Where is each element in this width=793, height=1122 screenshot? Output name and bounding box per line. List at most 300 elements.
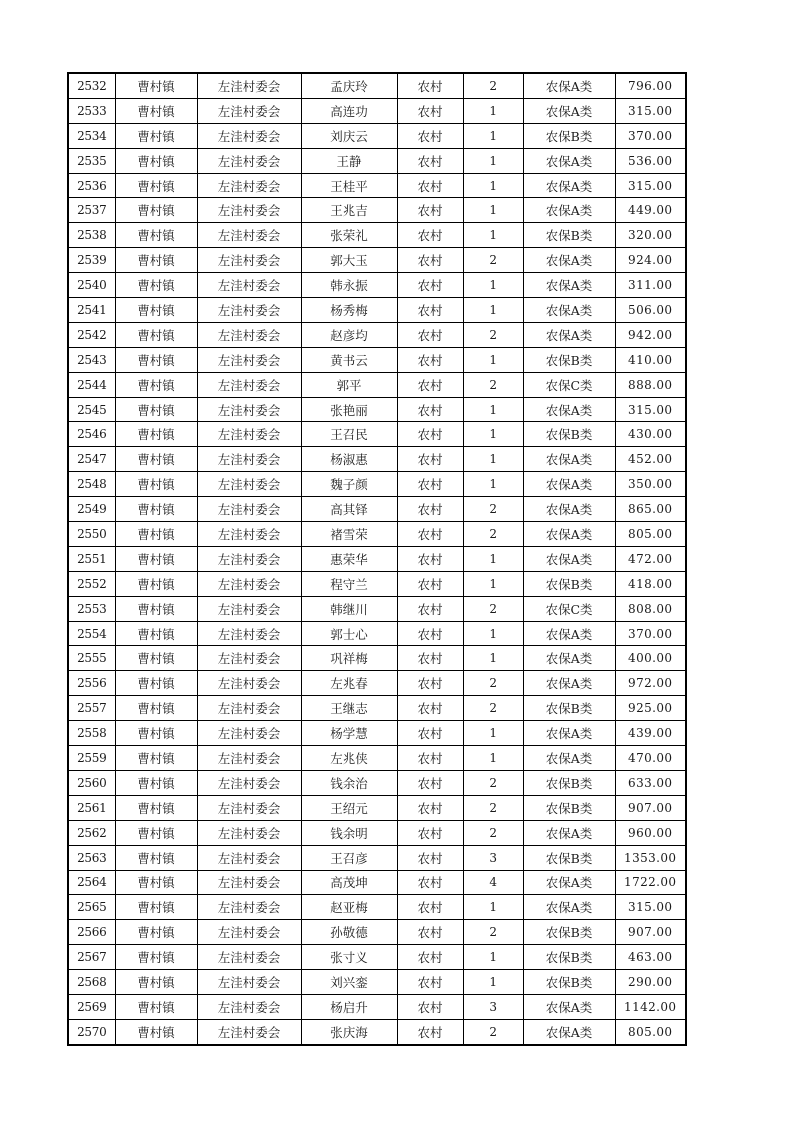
amount-cell: 463.00 (615, 945, 686, 970)
row-number-cell: 2550 (68, 522, 115, 547)
village-committee-cell: 左洼村委会 (197, 671, 301, 696)
amount-cell: 315.00 (615, 173, 686, 198)
amount-cell: 865.00 (615, 497, 686, 522)
name-cell: 张庆海 (301, 1019, 397, 1044)
table-row (68, 73, 686, 98)
area-type-cell: 农村 (397, 522, 463, 547)
area-type-cell: 农村 (397, 696, 463, 721)
table-row (68, 696, 686, 721)
amount-cell: 888.00 (615, 372, 686, 397)
insurance-category-cell: 农保B类 (523, 970, 615, 995)
village-committee-cell: 左洼村委会 (197, 770, 301, 795)
area-type-cell: 农村 (397, 298, 463, 323)
insurance-category-cell: 农保A类 (523, 397, 615, 422)
amount-cell: 439.00 (615, 721, 686, 746)
row-number-cell: 2567 (68, 945, 115, 970)
name-cell: 张艳丽 (301, 397, 397, 422)
amount-cell: 370.00 (615, 123, 686, 148)
household-count-cell: 2 (463, 372, 523, 397)
town-cell: 曹村镇 (115, 845, 197, 870)
area-type-cell: 农村 (397, 770, 463, 795)
household-count-cell: 1 (463, 746, 523, 771)
village-committee-cell: 左洼村委会 (197, 522, 301, 547)
household-count-cell: 3 (463, 845, 523, 870)
insurance-category-cell: 农保B类 (523, 845, 615, 870)
village-committee-cell: 左洼村委会 (197, 422, 301, 447)
insurance-category-cell: 农保A类 (523, 322, 615, 347)
row-number-cell: 2543 (68, 347, 115, 372)
name-cell: 赵彦均 (301, 322, 397, 347)
table-body (68, 73, 686, 1045)
amount-cell: 805.00 (615, 1019, 686, 1044)
town-cell: 曹村镇 (115, 596, 197, 621)
village-committee-cell: 左洼村委会 (197, 98, 301, 123)
table-row (68, 596, 686, 621)
name-cell: 刘兴銮 (301, 970, 397, 995)
table-row (68, 870, 686, 895)
insurance-category-cell: 农保C类 (523, 596, 615, 621)
insurance-category-cell: 农保B类 (523, 920, 615, 945)
table-row (68, 621, 686, 646)
amount-cell: 418.00 (615, 571, 686, 596)
town-cell: 曹村镇 (115, 970, 197, 995)
village-committee-cell: 左洼村委会 (197, 870, 301, 895)
row-number-cell: 2565 (68, 895, 115, 920)
row-number-cell: 2563 (68, 845, 115, 870)
amount-cell: 470.00 (615, 746, 686, 771)
town-cell: 曹村镇 (115, 123, 197, 148)
town-cell: 曹村镇 (115, 148, 197, 173)
amount-cell: 942.00 (615, 322, 686, 347)
area-type-cell: 农村 (397, 970, 463, 995)
household-count-cell: 1 (463, 223, 523, 248)
amount-cell: 796.00 (615, 73, 686, 98)
name-cell: 杨秀梅 (301, 298, 397, 323)
household-count-cell: 1 (463, 546, 523, 571)
insurance-category-cell: 农保C类 (523, 372, 615, 397)
row-number-cell: 2538 (68, 223, 115, 248)
household-count-cell: 1 (463, 173, 523, 198)
household-count-cell: 1 (463, 422, 523, 447)
table-row (68, 895, 686, 920)
insurance-category-cell: 农保A类 (523, 497, 615, 522)
table-row (68, 845, 686, 870)
insurance-category-cell: 农保B类 (523, 945, 615, 970)
row-number-cell: 2539 (68, 248, 115, 273)
household-count-cell: 1 (463, 472, 523, 497)
area-type-cell: 农村 (397, 994, 463, 1019)
name-cell: 魏子颜 (301, 472, 397, 497)
household-count-cell: 1 (463, 148, 523, 173)
amount-cell: 506.00 (615, 298, 686, 323)
town-cell: 曹村镇 (115, 945, 197, 970)
insurance-category-cell: 农保A类 (523, 472, 615, 497)
area-type-cell: 农村 (397, 571, 463, 596)
insurance-category-cell: 农保A类 (523, 820, 615, 845)
table-row (68, 1019, 686, 1044)
village-committee-cell: 左洼村委会 (197, 372, 301, 397)
table-row (68, 322, 686, 347)
household-count-cell: 2 (463, 795, 523, 820)
name-cell: 高其铎 (301, 497, 397, 522)
household-count-cell: 2 (463, 596, 523, 621)
household-count-cell: 2 (463, 1019, 523, 1044)
name-cell: 左兆侠 (301, 746, 397, 771)
town-cell: 曹村镇 (115, 298, 197, 323)
table-row (68, 497, 686, 522)
area-type-cell: 农村 (397, 795, 463, 820)
row-number-cell: 2546 (68, 422, 115, 447)
insurance-category-cell: 农保A类 (523, 98, 615, 123)
town-cell: 曹村镇 (115, 920, 197, 945)
name-cell: 郭士心 (301, 621, 397, 646)
row-number-cell: 2547 (68, 447, 115, 472)
insurance-category-cell: 农保A类 (523, 895, 615, 920)
area-type-cell: 农村 (397, 223, 463, 248)
name-cell: 王绍元 (301, 795, 397, 820)
village-committee-cell: 左洼村委会 (197, 920, 301, 945)
insurance-category-cell: 农保A类 (523, 721, 615, 746)
row-number-cell: 2548 (68, 472, 115, 497)
household-count-cell: 2 (463, 322, 523, 347)
table-row (68, 347, 686, 372)
town-cell: 曹村镇 (115, 671, 197, 696)
insurance-category-cell: 农保A类 (523, 994, 615, 1019)
amount-cell: 924.00 (615, 248, 686, 273)
row-number-cell: 2534 (68, 123, 115, 148)
name-cell: 王继志 (301, 696, 397, 721)
town-cell: 曹村镇 (115, 546, 197, 571)
table-row (68, 447, 686, 472)
area-type-cell: 农村 (397, 646, 463, 671)
household-count-cell: 1 (463, 397, 523, 422)
amount-cell: 449.00 (615, 198, 686, 223)
household-count-cell: 2 (463, 770, 523, 795)
household-count-cell: 3 (463, 994, 523, 1019)
insurance-category-cell: 农保B类 (523, 123, 615, 148)
name-cell: 郭大玉 (301, 248, 397, 273)
name-cell: 刘庆云 (301, 123, 397, 148)
name-cell: 孙敬德 (301, 920, 397, 945)
name-cell: 杨启升 (301, 994, 397, 1019)
amount-cell: 452.00 (615, 447, 686, 472)
area-type-cell: 农村 (397, 621, 463, 646)
village-committee-cell: 左洼村委会 (197, 845, 301, 870)
household-count-cell: 2 (463, 248, 523, 273)
village-committee-cell: 左洼村委会 (197, 472, 301, 497)
village-committee-cell: 左洼村委会 (197, 546, 301, 571)
insurance-category-cell: 农保B类 (523, 422, 615, 447)
household-count-cell: 1 (463, 347, 523, 372)
area-type-cell: 农村 (397, 746, 463, 771)
insurance-category-cell: 农保B类 (523, 571, 615, 596)
name-cell: 褚雪荣 (301, 522, 397, 547)
insurance-category-cell: 农保A类 (523, 148, 615, 173)
town-cell: 曹村镇 (115, 198, 197, 223)
village-committee-cell: 左洼村委会 (197, 820, 301, 845)
row-number-cell: 2568 (68, 970, 115, 995)
name-cell: 高茂坤 (301, 870, 397, 895)
name-cell: 杨学慧 (301, 721, 397, 746)
area-type-cell: 农村 (397, 123, 463, 148)
town-cell: 曹村镇 (115, 397, 197, 422)
household-count-cell: 1 (463, 123, 523, 148)
area-type-cell: 农村 (397, 920, 463, 945)
town-cell: 曹村镇 (115, 248, 197, 273)
name-cell: 张荣礼 (301, 223, 397, 248)
row-number-cell: 2557 (68, 696, 115, 721)
name-cell: 钱余治 (301, 770, 397, 795)
household-count-cell: 2 (463, 820, 523, 845)
row-number-cell: 2545 (68, 397, 115, 422)
insurance-category-cell: 农保A类 (523, 1019, 615, 1044)
table-row (68, 746, 686, 771)
town-cell: 曹村镇 (115, 571, 197, 596)
table-row (68, 123, 686, 148)
table-row (68, 422, 686, 447)
name-cell: 郭平 (301, 372, 397, 397)
insurance-category-cell: 农保B类 (523, 696, 615, 721)
insurance-category-cell: 农保A类 (523, 73, 615, 98)
village-committee-cell: 左洼村委会 (197, 571, 301, 596)
row-number-cell: 2542 (68, 322, 115, 347)
area-type-cell: 农村 (397, 497, 463, 522)
town-cell: 曹村镇 (115, 447, 197, 472)
amount-cell: 907.00 (615, 920, 686, 945)
table-row (68, 546, 686, 571)
row-number-cell: 2564 (68, 870, 115, 895)
table-row (68, 646, 686, 671)
town-cell: 曹村镇 (115, 746, 197, 771)
name-cell: 杨淑惠 (301, 447, 397, 472)
table-row (68, 273, 686, 298)
insurance-category-cell: 农保A类 (523, 198, 615, 223)
household-count-cell: 1 (463, 970, 523, 995)
village-committee-cell: 左洼村委会 (197, 123, 301, 148)
amount-cell: 400.00 (615, 646, 686, 671)
area-type-cell: 农村 (397, 546, 463, 571)
table-row (68, 173, 686, 198)
area-type-cell: 农村 (397, 820, 463, 845)
row-number-cell: 2552 (68, 571, 115, 596)
household-count-cell: 4 (463, 870, 523, 895)
town-cell: 曹村镇 (115, 372, 197, 397)
insurance-category-cell: 农保A类 (523, 671, 615, 696)
village-committee-cell: 左洼村委会 (197, 148, 301, 173)
amount-cell: 311.00 (615, 273, 686, 298)
area-type-cell: 农村 (397, 895, 463, 920)
amount-cell: 290.00 (615, 970, 686, 995)
insurance-category-cell: 农保B类 (523, 347, 615, 372)
household-count-cell: 1 (463, 273, 523, 298)
name-cell: 张寸义 (301, 945, 397, 970)
row-number-cell: 2559 (68, 746, 115, 771)
village-committee-cell: 左洼村委会 (197, 696, 301, 721)
town-cell: 曹村镇 (115, 173, 197, 198)
town-cell: 曹村镇 (115, 472, 197, 497)
household-count-cell: 1 (463, 621, 523, 646)
table-row (68, 920, 686, 945)
name-cell: 惠荣华 (301, 546, 397, 571)
name-cell: 左兆春 (301, 671, 397, 696)
household-count-cell: 1 (463, 895, 523, 920)
village-committee-cell: 左洼村委会 (197, 397, 301, 422)
name-cell: 黄书云 (301, 347, 397, 372)
area-type-cell: 农村 (397, 73, 463, 98)
row-number-cell: 2536 (68, 173, 115, 198)
village-committee-cell: 左洼村委会 (197, 621, 301, 646)
village-committee-cell: 左洼村委会 (197, 994, 301, 1019)
table-row (68, 98, 686, 123)
amount-cell: 633.00 (615, 770, 686, 795)
town-cell: 曹村镇 (115, 522, 197, 547)
area-type-cell: 农村 (397, 472, 463, 497)
village-committee-cell: 左洼村委会 (197, 497, 301, 522)
village-committee-cell: 左洼村委会 (197, 1019, 301, 1044)
town-cell: 曹村镇 (115, 322, 197, 347)
insurance-category-cell: 农保A类 (523, 522, 615, 547)
village-committee-cell: 左洼村委会 (197, 248, 301, 273)
insurance-category-cell: 农保A类 (523, 870, 615, 895)
household-count-cell: 2 (463, 696, 523, 721)
town-cell: 曹村镇 (115, 223, 197, 248)
household-count-cell: 1 (463, 447, 523, 472)
town-cell: 曹村镇 (115, 870, 197, 895)
table-row (68, 671, 686, 696)
village-committee-cell: 左洼村委会 (197, 223, 301, 248)
table-row (68, 472, 686, 497)
amount-cell: 960.00 (615, 820, 686, 845)
amount-cell: 320.00 (615, 223, 686, 248)
insurance-category-cell: 农保A类 (523, 646, 615, 671)
household-count-cell: 2 (463, 522, 523, 547)
row-number-cell: 2566 (68, 920, 115, 945)
row-number-cell: 2558 (68, 721, 115, 746)
amount-cell: 1142.00 (615, 994, 686, 1019)
row-number-cell: 2556 (68, 671, 115, 696)
household-count-cell: 1 (463, 721, 523, 746)
row-number-cell: 2570 (68, 1019, 115, 1044)
area-type-cell: 农村 (397, 248, 463, 273)
village-committee-cell: 左洼村委会 (197, 73, 301, 98)
table-row (68, 372, 686, 397)
area-type-cell: 农村 (397, 870, 463, 895)
table-row (68, 721, 686, 746)
row-number-cell: 2533 (68, 98, 115, 123)
town-cell: 曹村镇 (115, 646, 197, 671)
name-cell: 孟庆玲 (301, 73, 397, 98)
row-number-cell: 2555 (68, 646, 115, 671)
table-row (68, 795, 686, 820)
row-number-cell: 2551 (68, 546, 115, 571)
household-count-cell: 2 (463, 497, 523, 522)
area-type-cell: 农村 (397, 347, 463, 372)
amount-cell: 350.00 (615, 472, 686, 497)
row-number-cell: 2561 (68, 795, 115, 820)
amount-cell: 315.00 (615, 397, 686, 422)
village-committee-cell: 左洼村委会 (197, 795, 301, 820)
village-committee-cell: 左洼村委会 (197, 970, 301, 995)
amount-cell: 315.00 (615, 98, 686, 123)
amount-cell: 907.00 (615, 795, 686, 820)
town-cell: 曹村镇 (115, 770, 197, 795)
town-cell: 曹村镇 (115, 895, 197, 920)
village-committee-cell: 左洼村委会 (197, 895, 301, 920)
household-count-cell: 1 (463, 98, 523, 123)
row-number-cell: 2541 (68, 298, 115, 323)
town-cell: 曹村镇 (115, 347, 197, 372)
household-count-cell: 1 (463, 198, 523, 223)
town-cell: 曹村镇 (115, 721, 197, 746)
amount-cell: 410.00 (615, 347, 686, 372)
household-count-cell: 2 (463, 73, 523, 98)
row-number-cell: 2540 (68, 273, 115, 298)
town-cell: 曹村镇 (115, 422, 197, 447)
insurance-category-cell: 农保A类 (523, 546, 615, 571)
village-committee-cell: 左洼村委会 (197, 721, 301, 746)
town-cell: 曹村镇 (115, 73, 197, 98)
name-cell: 程守兰 (301, 571, 397, 596)
village-committee-cell: 左洼村委会 (197, 273, 301, 298)
table-row (68, 148, 686, 173)
town-cell: 曹村镇 (115, 497, 197, 522)
table-row (68, 970, 686, 995)
table-row (68, 397, 686, 422)
row-number-cell: 2549 (68, 497, 115, 522)
insurance-category-cell: 农保B类 (523, 223, 615, 248)
table-row (68, 298, 686, 323)
name-cell: 巩祥梅 (301, 646, 397, 671)
row-number-cell: 2535 (68, 148, 115, 173)
village-committee-cell: 左洼村委会 (197, 746, 301, 771)
town-cell: 曹村镇 (115, 1019, 197, 1044)
area-type-cell: 农村 (397, 845, 463, 870)
amount-cell: 472.00 (615, 546, 686, 571)
table-row (68, 820, 686, 845)
table-row (68, 770, 686, 795)
name-cell: 高连功 (301, 98, 397, 123)
area-type-cell: 农村 (397, 447, 463, 472)
amount-cell: 805.00 (615, 522, 686, 547)
amount-cell: 315.00 (615, 895, 686, 920)
row-number-cell: 2553 (68, 596, 115, 621)
town-cell: 曹村镇 (115, 98, 197, 123)
village-committee-cell: 左洼村委会 (197, 322, 301, 347)
name-cell: 王召彦 (301, 845, 397, 870)
household-count-cell: 1 (463, 646, 523, 671)
amount-cell: 370.00 (615, 621, 686, 646)
row-number-cell: 2560 (68, 770, 115, 795)
row-number-cell: 2532 (68, 73, 115, 98)
row-number-cell: 2544 (68, 372, 115, 397)
amount-cell: 1722.00 (615, 870, 686, 895)
amount-cell: 925.00 (615, 696, 686, 721)
table-row (68, 248, 686, 273)
insurance-category-cell: 农保A类 (523, 173, 615, 198)
name-cell: 王桂平 (301, 173, 397, 198)
insurance-category-cell: 农保A类 (523, 298, 615, 323)
area-type-cell: 农村 (397, 596, 463, 621)
town-cell: 曹村镇 (115, 795, 197, 820)
amount-cell: 536.00 (615, 148, 686, 173)
row-number-cell: 2569 (68, 994, 115, 1019)
village-committee-cell: 左洼村委会 (197, 198, 301, 223)
area-type-cell: 农村 (397, 721, 463, 746)
beneficiary-table (67, 72, 687, 1046)
area-type-cell: 农村 (397, 273, 463, 298)
table-row (68, 522, 686, 547)
name-cell: 钱余明 (301, 820, 397, 845)
